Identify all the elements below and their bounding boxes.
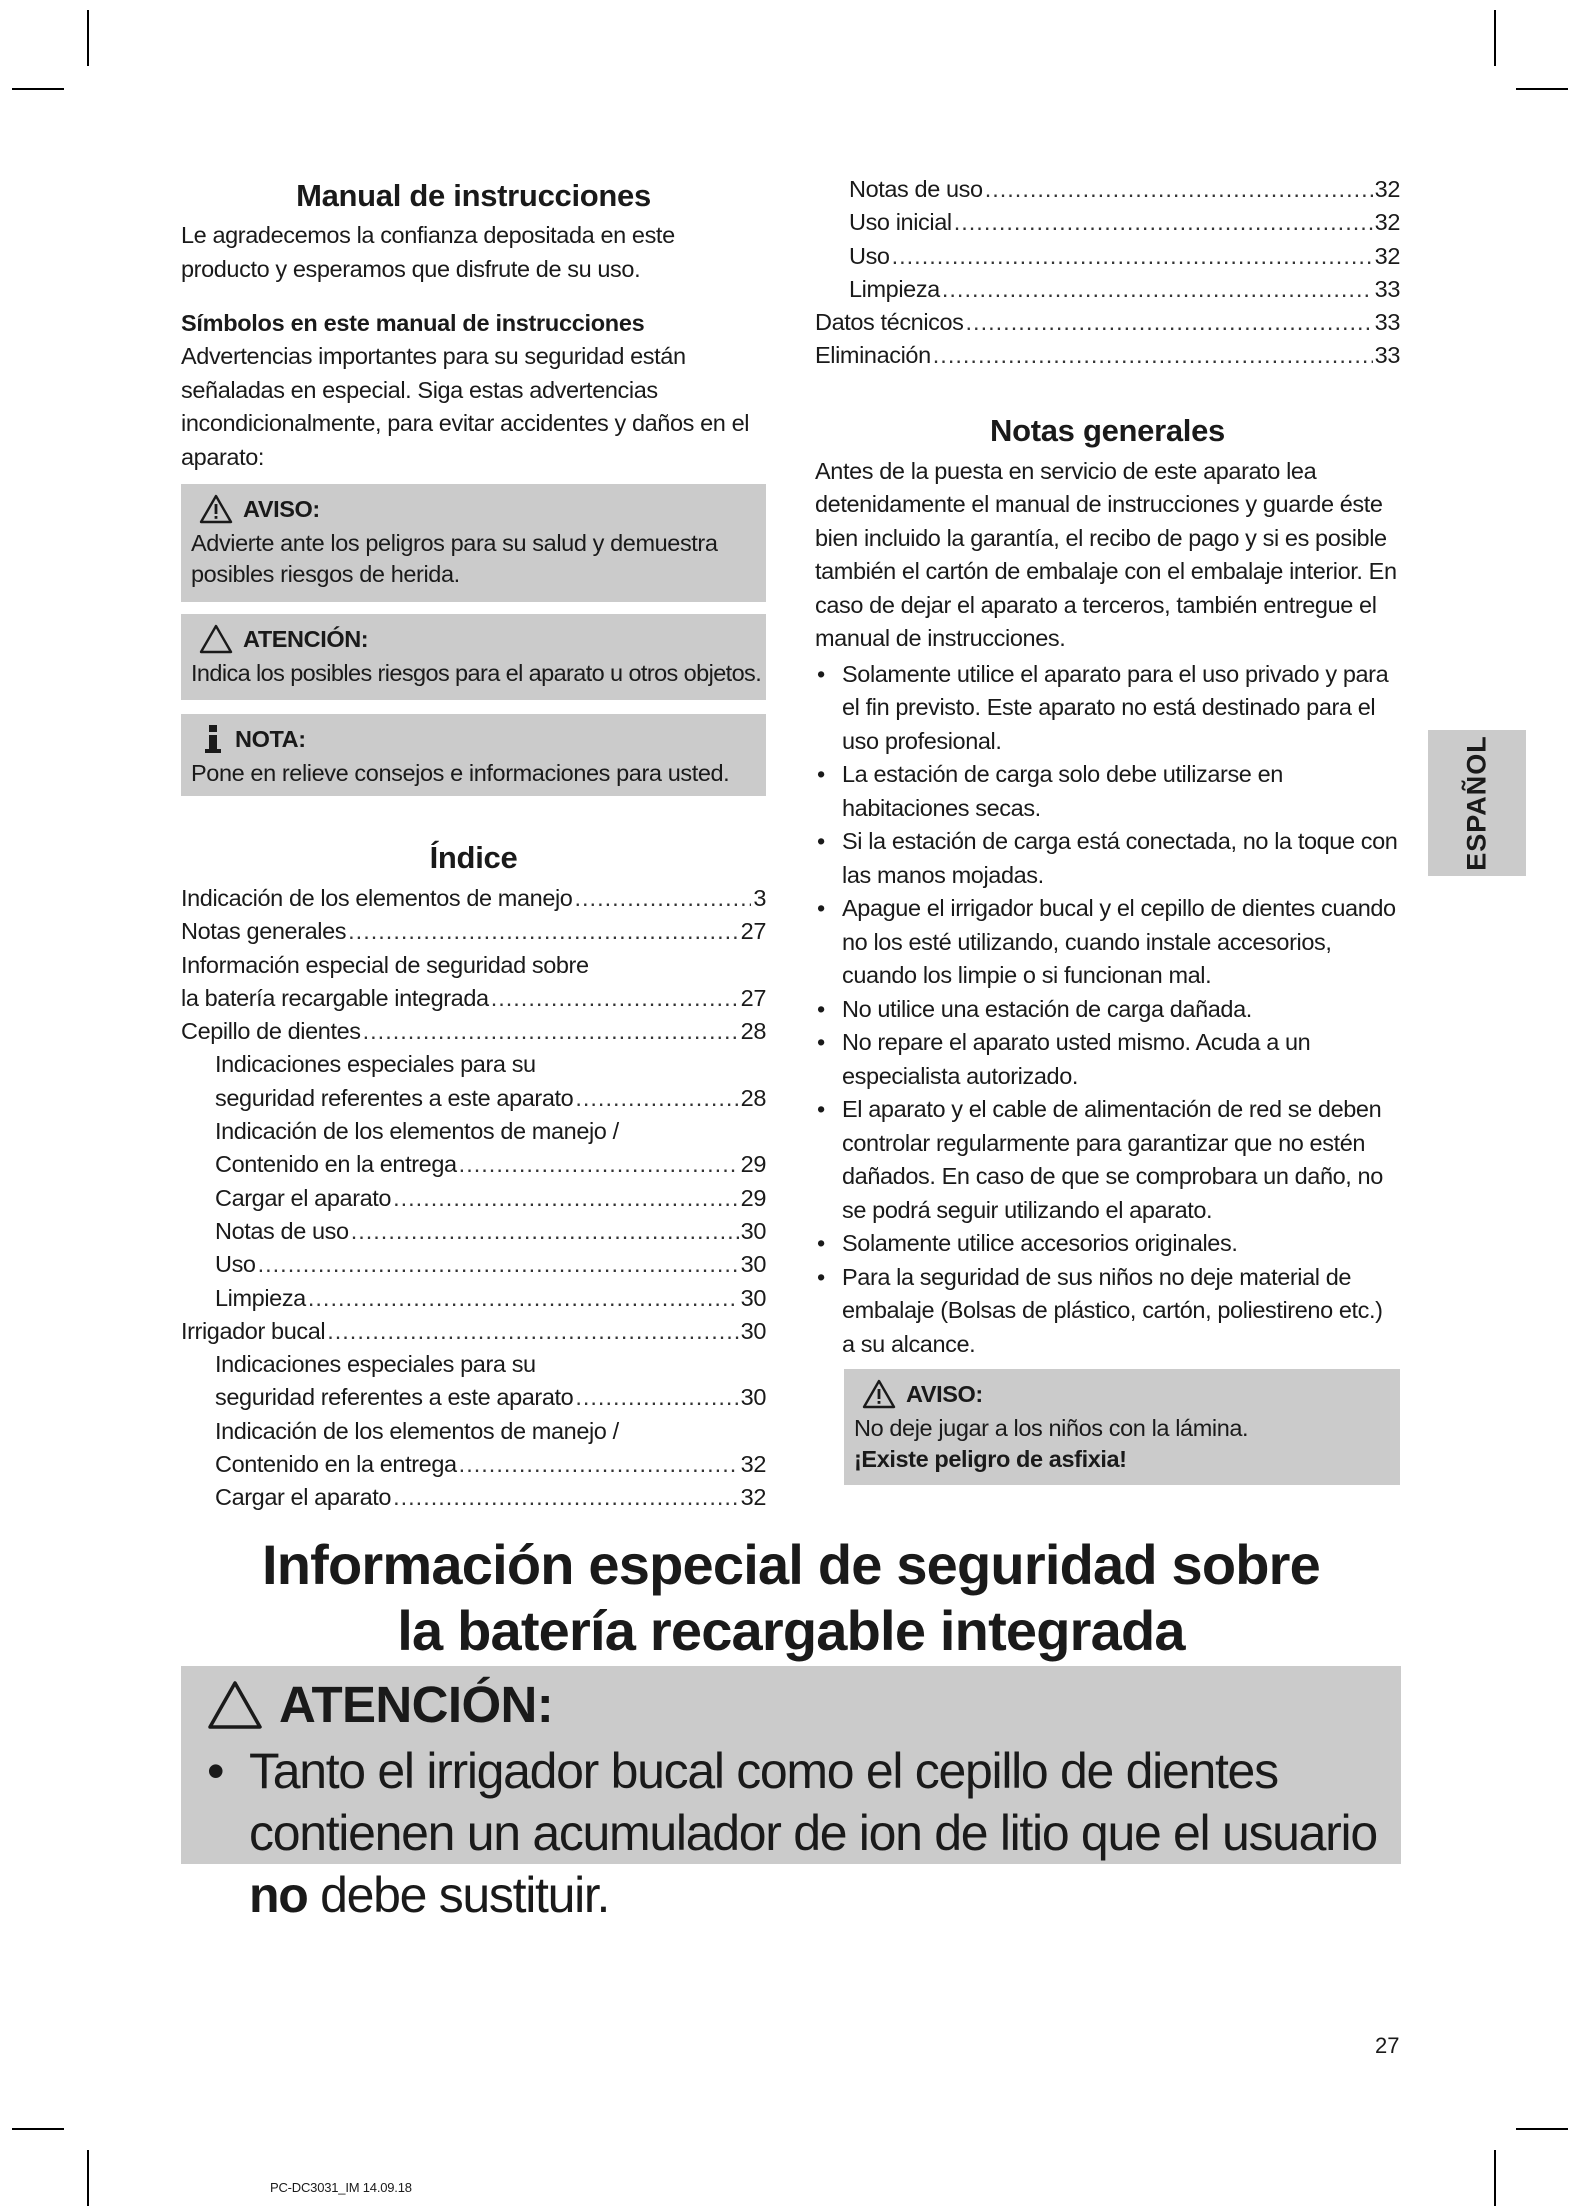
table-of-contents [181, 882, 766, 1515]
list-item: • Solamente utilice accesorios originales. [815, 1227, 1400, 1261]
page-number: 27 [1375, 2033, 1400, 2058]
note-label: NOTA: [235, 725, 306, 752]
crop-mark [1516, 2128, 1568, 2130]
list-item: • Si la estación de carga está conectada, no la toque con las manos mojadas. [815, 825, 1400, 892]
toc-entry: Notas de uso ..... 32 [815, 173, 1400, 206]
crop-mark [87, 10, 89, 66]
toc-entry: la batería recargable integrada ..... 27 [181, 982, 766, 1015]
toc-entry: Indicación de los elementos de manejo ..... 3 [181, 882, 766, 915]
crop-mark [87, 2150, 89, 2206]
suffocation-warning-box [844, 1369, 1400, 1485]
toc-entry: Indicación de los elementos de manejo / [215, 1417, 619, 1444]
toc-entry: Limpieza ..... 30 [181, 1282, 766, 1315]
note-text: Pone en relieve consejos e informaciones para usted. [191, 760, 730, 786]
warning-text: Advierte ante los peligros para su salud y demuestra posibles riesgos de herida. [191, 530, 718, 587]
battery-attention-text: • Tanto el irrigador bucal como el cepillo de dientes contienen un acumulador de ion de litio que el usuario no debe sustituir. [201, 1740, 1381, 1926]
symbols-text: Advertencias importantes para su seguridad están señaladas en especial. Siga estas advertencias incondicionalmente, para evitar accidentes y daños en el aparato: [181, 343, 750, 470]
list-item: • Apague el irrigador bucal y el cepillo de dientes cuando no los esté utilizando, cuando instale accesorios, cuando los limpie o si funcionan mal. [815, 892, 1400, 993]
manual-title: Manual de instrucciones [296, 178, 651, 213]
document-code: PC-DC3031_IM 14.09.18 [270, 2180, 412, 2195]
index-title: Índice [429, 840, 518, 875]
symbols-heading: Símbolos en este manual de instrucciones [181, 310, 645, 336]
toc-entry: Cargar el aparato ..... 32 [181, 1481, 766, 1514]
toc-entry: Indicaciones especiales para su [215, 1051, 536, 1078]
attention-text: Indica los posibles riesgos para el aparato u otros objetos. [191, 660, 762, 686]
list-item: • El aparato y el cable de alimentación de red se deben controlar regularmente para garantizar que no estén dañados. En caso de que se comprobara un daño, no se podrá seguir utilizando el aparato. [815, 1093, 1400, 1227]
battery-title-line1: Información especial de seguridad sobre [261, 1533, 1320, 1596]
toc-entry: Limpieza ..... 33 [815, 273, 1400, 306]
toc-entry: seguridad referentes a este aparato ..... 30 [181, 1381, 766, 1414]
toc-entry: Cargar el aparato ..... 29 [181, 1182, 766, 1215]
toc-entry: Irrigador bucal ..... 30 [181, 1315, 766, 1348]
warning-emphasis: ¡Existe peligro de asfixia! [854, 1446, 1127, 1473]
info-icon [201, 724, 225, 754]
battery-section-title [181, 1532, 1401, 1664]
toc-entry: Indicaciones especiales para su [215, 1351, 536, 1378]
left-column [181, 176, 766, 1515]
crop-mark [12, 88, 64, 90]
toc-entry: Notas generales ..... 27 [181, 915, 766, 948]
toc-entry: Eliminación ..... 33 [815, 339, 1400, 372]
general-notes-text: Antes de la puesta en servicio de este aparato lea detenidamente el manual de instrucciones y guarde éste bien incluido la garantía, el recibo de pago y si es posible también el cartón de embalaje con el embalaje interior. En caso de dejar el aparato a terceros, también entregue el manual de instrucciones. [815, 457, 1397, 652]
battery-attention-box [181, 1666, 1401, 1923]
crop-mark [1494, 10, 1496, 66]
table-of-contents-continued [815, 173, 1400, 373]
toc-entry: Uso ..... 30 [181, 1248, 766, 1281]
toc-entry: seguridad referentes a este aparato ..... 28 [181, 1082, 766, 1115]
battery-attention-label: ATENCIÓN: [279, 1676, 554, 1733]
attention-icon [207, 1680, 263, 1730]
warning-icon [862, 1379, 896, 1409]
toc-entry: Uso inicial ..... 32 [815, 206, 1400, 239]
attention-icon [199, 624, 233, 654]
toc-entry: Notas de uso ..... 30 [181, 1215, 766, 1248]
attention-label: ATENCIÓN: [243, 625, 369, 652]
crop-mark [1494, 2150, 1496, 2206]
warning-icon [199, 494, 233, 524]
safety-list [815, 658, 1400, 1362]
warning-box [181, 484, 766, 602]
crop-mark [12, 2128, 64, 2130]
warning-label: AVISO: [243, 495, 320, 522]
general-notes-title: Notas generales [990, 412, 1225, 448]
attention-box [181, 614, 766, 700]
toc-entry: Indicación de los elementos de manejo / [215, 1118, 619, 1145]
toc-entry: Contenido en la entrega ..... 29 [181, 1148, 766, 1181]
warning-text: No deje jugar a los niños con la lámina. [854, 1415, 1249, 1442]
toc-entry: Datos técnicos ..... 33 [815, 306, 1400, 339]
toc-entry: Uso ..... 32 [815, 240, 1400, 273]
crop-mark [1516, 88, 1568, 90]
note-box [181, 714, 766, 796]
list-item: • Solamente utilice el aparato para el uso privado y para el fin previsto. Este aparato no está destinado para el uso profesional. [815, 658, 1400, 759]
language-tab [1428, 730, 1526, 876]
toc-entry: Contenido en la entrega ..... 32 [181, 1448, 766, 1481]
intro-text: Le agradecemos la confianza depositada en este producto y esperamos que disfrute de su uso. [181, 222, 675, 282]
warning-label: AVISO: [906, 1380, 983, 1407]
list-item: • No utilice una estación de carga dañada. [815, 993, 1400, 1027]
list-item: • Para la seguridad de sus niños no deje material de embalaje (Bolsas de plástico, cartón, poliestireno etc.) a su alcance. [815, 1261, 1400, 1362]
emphasis-no: no [249, 1867, 308, 1923]
list-item: • No repare el aparato usted mismo. Acuda a un especialista autorizado. [815, 1026, 1400, 1093]
language-label: ESPAÑOL [1461, 735, 1492, 871]
right-column [815, 176, 1400, 1485]
toc-entry: Cepillo de dientes ..... 28 [181, 1015, 766, 1048]
toc-entry: Información especial de seguridad sobre [181, 951, 589, 978]
list-item: • La estación de carga solo debe utilizarse en habitaciones secas. [815, 758, 1400, 825]
battery-title-line2: la batería recargable integrada [397, 1599, 1185, 1662]
